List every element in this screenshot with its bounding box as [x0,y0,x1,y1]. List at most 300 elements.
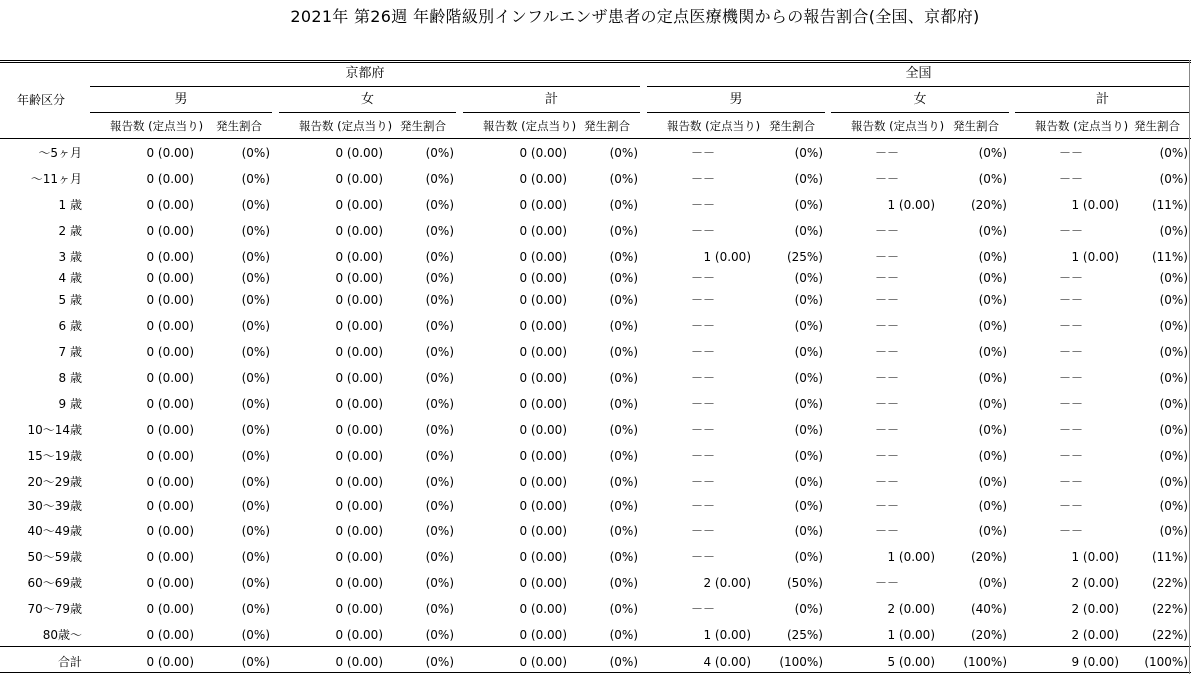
sex-header: 計 [544,92,558,107]
ratio-cell: (0%) [241,524,270,538]
count-cell: 0 (0.00) [146,475,194,489]
count-cell: 0 (0.00) [335,550,383,564]
ratio-cell: (0%) [425,550,454,564]
ratio-cell: (20%) [970,198,1007,212]
region-underline [647,86,1190,87]
count-column-header: 報告数 (定点当り) [110,119,204,133]
count-cell: 0 (0.00) [335,499,383,513]
count-cell: －－ [875,319,900,333]
count-cell: 0 (0.00) [335,475,383,489]
count-cell: 0 (0.00) [146,524,194,538]
ratio-cell: (0%) [978,576,1007,590]
count-cell: 0 (0.00) [146,271,194,285]
age-header: 年齢区分 [17,93,66,107]
count-cell: 0 (0.00) [519,293,567,307]
count-cell: －－ [691,602,716,616]
count-cell: －－ [1059,172,1084,186]
ratio-cell: (0%) [978,371,1007,385]
ratio-cell: (50%) [786,576,823,590]
count-cell: －－ [691,524,716,538]
ratio-cell: (0%) [425,475,454,489]
ratio-cell: (0%) [978,319,1007,333]
ratio-cell: (0%) [425,397,454,411]
ratio-cell: (0%) [794,475,823,489]
count-cell: 0 (0.00) [146,576,194,590]
ratio-cell: (0%) [1159,371,1188,385]
ratio-cell: (0%) [241,172,270,186]
sex-header: 女 [913,92,927,107]
ratio-cell: (0%) [1159,293,1188,307]
count-cell: 0 (0.00) [519,345,567,359]
count-cell: 0 (0.00) [146,319,194,333]
count-cell: －－ [1059,146,1084,160]
count-cell: 4 (0.00) [703,655,751,669]
ratio-cell: (0%) [1159,319,1188,333]
count-cell: －－ [691,271,716,285]
count-cell: －－ [875,524,900,538]
region-header-national: 全国 [905,66,932,81]
sex-underline [647,112,825,113]
ratio-cell: (0%) [1159,271,1188,285]
count-column-header: 報告数 (定点当り) [483,119,577,133]
count-cell: 1 (0.00) [887,628,935,642]
ratio-cell: (0%) [241,198,270,212]
ratio-cell: (0%) [978,224,1007,238]
count-cell: －－ [1059,475,1084,489]
ratio-cell: (0%) [978,499,1007,513]
ratio-cell: (0%) [609,224,638,238]
age-cell: 1 歳 [58,198,82,212]
ratio-column-header: 発生割合 [769,119,815,133]
count-cell: 0 (0.00) [519,475,567,489]
sex-underline [1015,112,1190,113]
age-cell: ～11ヶ月 [30,172,82,186]
page-title: 2021年 第26週 年齢階級別インフルエンザ患者の定点医療機関からの報告割合(全国、京都府) [290,7,980,26]
age-cell: 20～29歳 [27,475,82,489]
count-cell: 0 (0.00) [335,423,383,437]
ratio-cell: (100%) [779,655,823,669]
ratio-cell: (0%) [425,576,454,590]
age-cell: 合計 [57,655,82,669]
count-cell: －－ [875,423,900,437]
ratio-cell: (0%) [794,524,823,538]
count-cell: 0 (0.00) [146,146,194,160]
header-bottom-rule [0,138,1191,139]
count-cell: 0 (0.00) [335,345,383,359]
count-cell: 9 (0.00) [1071,655,1119,669]
region-header-kyoto: 京都府 [345,66,385,81]
ratio-cell: (0%) [794,449,823,463]
ratio-cell: (0%) [241,499,270,513]
ratio-cell: (0%) [978,475,1007,489]
count-cell: －－ [1059,293,1084,307]
count-cell: －－ [691,423,716,437]
ratio-cell: (0%) [241,371,270,385]
count-cell: 0 (0.00) [335,250,383,264]
ratio-cell: (0%) [425,499,454,513]
ratio-cell: (0%) [241,550,270,564]
count-cell: －－ [691,146,716,160]
ratio-cell: (0%) [978,146,1007,160]
count-cell: 0 (0.00) [519,550,567,564]
ratio-cell: (0%) [1159,449,1188,463]
ratio-cell: (0%) [425,602,454,616]
ratio-cell: (0%) [794,172,823,186]
bottom-rule [0,672,1191,673]
count-column-header: 報告数 (定点当り) [1035,119,1129,133]
count-column-header: 報告数 (定点当り) [851,119,945,133]
age-cell: 40～49歳 [27,524,82,538]
sex-header: 計 [1095,92,1109,107]
count-cell: 0 (0.00) [146,628,194,642]
count-cell: －－ [691,475,716,489]
ratio-cell: (0%) [1159,345,1188,359]
count-column-header: 報告数 (定点当り) [667,119,761,133]
count-cell: －－ [1059,319,1084,333]
age-cell: 2 歳 [58,224,82,238]
ratio-cell: (0%) [425,423,454,437]
ratio-cell: (0%) [241,602,270,616]
ratio-cell: (0%) [609,550,638,564]
ratio-cell: (0%) [1159,475,1188,489]
count-cell: －－ [1059,499,1084,513]
table-divider [1189,60,1190,674]
age-cell: 9 歳 [58,397,82,411]
count-cell: －－ [875,293,900,307]
ratio-cell: (0%) [978,397,1007,411]
count-cell: 0 (0.00) [519,423,567,437]
ratio-cell: (0%) [425,146,454,160]
count-cell: 0 (0.00) [335,146,383,160]
count-cell: 0 (0.00) [335,172,383,186]
count-cell: 0 (0.00) [519,172,567,186]
count-cell: 0 (0.00) [519,397,567,411]
count-cell: －－ [1059,423,1084,437]
ratio-cell: (0%) [794,224,823,238]
ratio-cell: (0%) [241,449,270,463]
count-cell: 0 (0.00) [146,655,194,669]
count-cell: 0 (0.00) [335,319,383,333]
age-cell: 60～69歳 [27,576,82,590]
ratio-cell: (0%) [1159,397,1188,411]
count-cell: 0 (0.00) [335,449,383,463]
count-cell: 0 (0.00) [335,224,383,238]
count-cell: －－ [875,449,900,463]
sex-header: 男 [174,92,188,107]
count-cell: －－ [1059,271,1084,285]
count-cell: 0 (0.00) [146,250,194,264]
ratio-cell: (0%) [425,371,454,385]
age-cell: 7 歳 [58,345,82,359]
ratio-cell: (0%) [1159,172,1188,186]
ratio-cell: (40%) [970,602,1007,616]
age-cell: 4 歳 [58,271,82,285]
ratio-cell: (0%) [1159,224,1188,238]
count-cell: 0 (0.00) [146,371,194,385]
ratio-cell: (0%) [978,423,1007,437]
ratio-cell: (0%) [241,293,270,307]
ratio-cell: (0%) [609,423,638,437]
ratio-cell: (0%) [425,345,454,359]
ratio-cell: (20%) [970,550,1007,564]
ratio-cell: (0%) [609,146,638,160]
count-cell: 0 (0.00) [335,397,383,411]
count-cell: 0 (0.00) [519,628,567,642]
count-cell: 0 (0.00) [335,602,383,616]
ratio-cell: (0%) [425,172,454,186]
ratio-cell: (0%) [241,628,270,642]
region-underline [90,86,640,87]
ratio-cell: (0%) [609,524,638,538]
count-cell: －－ [875,271,900,285]
age-cell: 3 歳 [58,250,82,264]
ratio-cell: (0%) [609,293,638,307]
count-cell: －－ [1059,397,1084,411]
count-cell: 1 (0.00) [1071,250,1119,264]
age-cell: 30～39歳 [27,499,82,513]
ratio-cell: (0%) [794,319,823,333]
count-cell: 0 (0.00) [335,628,383,642]
ratio-cell: (0%) [609,319,638,333]
ratio-cell: (0%) [978,250,1007,264]
count-cell: 0 (0.00) [519,146,567,160]
ratio-cell: (100%) [1144,655,1188,669]
ratio-cell: (0%) [241,423,270,437]
count-cell: 1 (0.00) [887,550,935,564]
count-cell: －－ [875,499,900,513]
sex-header: 男 [729,92,743,107]
ratio-cell: (0%) [425,250,454,264]
ratio-cell: (0%) [609,271,638,285]
age-cell: 8 歳 [58,371,82,385]
ratio-cell: (0%) [425,198,454,212]
count-column-header: 報告数 (定点当り) [299,119,393,133]
count-cell: －－ [691,224,716,238]
ratio-cell: (0%) [1159,423,1188,437]
ratio-cell: (0%) [609,345,638,359]
ratio-cell: (0%) [609,397,638,411]
count-cell: －－ [1059,449,1084,463]
count-cell: －－ [875,576,900,590]
ratio-cell: (0%) [794,602,823,616]
ratio-cell: (22%) [1151,602,1188,616]
ratio-cell: (0%) [609,172,638,186]
count-cell: －－ [691,550,716,564]
ratio-cell: (0%) [425,628,454,642]
count-cell: 0 (0.00) [146,198,194,212]
age-cell: 5 歳 [58,293,82,307]
ratio-cell: (0%) [609,198,638,212]
count-cell: －－ [691,371,716,385]
sex-underline [831,112,1009,113]
count-cell: 1 (0.00) [703,250,751,264]
ratio-cell: (0%) [978,172,1007,186]
count-cell: 0 (0.00) [146,293,194,307]
ratio-cell: (0%) [241,224,270,238]
ratio-cell: (0%) [241,576,270,590]
ratio-cell: (0%) [609,628,638,642]
count-cell: －－ [875,172,900,186]
count-cell: 0 (0.00) [335,576,383,590]
count-cell: －－ [1059,224,1084,238]
ratio-cell: (0%) [609,475,638,489]
count-cell: 0 (0.00) [519,319,567,333]
ratio-cell: (0%) [794,198,823,212]
age-cell: 50～59歳 [27,550,82,564]
count-cell: 0 (0.00) [335,198,383,212]
count-cell: 0 (0.00) [335,293,383,307]
ratio-cell: (0%) [794,345,823,359]
ratio-cell: (0%) [609,449,638,463]
ratio-cell: (0%) [794,397,823,411]
count-cell: 0 (0.00) [146,449,194,463]
ratio-cell: (22%) [1151,628,1188,642]
age-cell: 10～14歳 [27,423,82,437]
count-cell: 0 (0.00) [146,602,194,616]
ratio-cell: (0%) [609,602,638,616]
ratio-cell: (0%) [609,371,638,385]
ratio-cell: (0%) [241,319,270,333]
ratio-cell: (0%) [241,345,270,359]
ratio-cell: (0%) [609,499,638,513]
ratio-cell: (0%) [794,271,823,285]
top-rule [0,60,1191,61]
count-cell: 0 (0.00) [146,550,194,564]
count-cell: －－ [875,146,900,160]
count-cell: －－ [1059,371,1084,385]
count-cell: －－ [691,198,716,212]
sex-underline [279,112,456,113]
ratio-cell: (22%) [1151,576,1188,590]
ratio-cell: (25%) [786,628,823,642]
count-cell: －－ [875,475,900,489]
ratio-cell: (0%) [978,293,1007,307]
count-cell: －－ [1059,345,1084,359]
age-cell: 6 歳 [58,319,82,333]
count-cell: －－ [691,397,716,411]
ratio-cell: (0%) [241,250,270,264]
ratio-cell: (0%) [425,524,454,538]
ratio-cell: (25%) [786,250,823,264]
age-cell: 70～79歳 [27,602,82,616]
ratio-cell: (0%) [978,449,1007,463]
count-cell: 0 (0.00) [146,397,194,411]
count-cell: －－ [875,371,900,385]
ratio-cell: (0%) [241,397,270,411]
total-top-rule [0,646,1191,647]
ratio-cell: (0%) [1159,499,1188,513]
count-cell: 0 (0.00) [519,602,567,616]
ratio-cell: (0%) [425,449,454,463]
count-cell: 1 (0.00) [887,198,935,212]
ratio-cell: (11%) [1151,550,1188,564]
count-cell: －－ [691,172,716,186]
count-cell: 0 (0.00) [519,198,567,212]
count-cell: 0 (0.00) [146,345,194,359]
count-cell: 0 (0.00) [335,271,383,285]
count-cell: 0 (0.00) [335,524,383,538]
count-cell: －－ [691,449,716,463]
count-cell: 0 (0.00) [519,524,567,538]
count-cell: －－ [875,224,900,238]
top-rule-double [0,62,1191,63]
count-cell: 0 (0.00) [146,172,194,186]
ratio-cell: (0%) [241,146,270,160]
ratio-cell: (0%) [425,271,454,285]
ratio-cell: (0%) [609,576,638,590]
count-cell: 5 (0.00) [887,655,935,669]
count-cell: －－ [691,345,716,359]
count-cell: －－ [691,319,716,333]
count-cell: 2 (0.00) [1071,628,1119,642]
count-cell: 0 (0.00) [519,499,567,513]
sex-underline [90,112,272,113]
ratio-cell: (0%) [794,146,823,160]
count-cell: 0 (0.00) [519,655,567,669]
count-cell: 2 (0.00) [1071,576,1119,590]
ratio-cell: (100%) [963,655,1007,669]
sex-header: 女 [360,92,374,107]
ratio-column-header: 発生割合 [400,119,446,133]
ratio-cell: (0%) [241,655,270,669]
count-cell: 0 (0.00) [519,576,567,590]
count-cell: 0 (0.00) [146,423,194,437]
count-cell: 1 (0.00) [703,628,751,642]
count-cell: 0 (0.00) [519,224,567,238]
ratio-cell: (0%) [425,293,454,307]
ratio-cell: (11%) [1151,250,1188,264]
ratio-column-header: 発生割合 [216,119,262,133]
ratio-cell: (0%) [978,524,1007,538]
count-cell: －－ [691,293,716,307]
ratio-cell: (0%) [1159,146,1188,160]
count-cell: －－ [875,397,900,411]
age-cell: ～5ヶ月 [38,146,82,160]
ratio-cell: (0%) [425,655,454,669]
ratio-cell: (0%) [978,345,1007,359]
ratio-cell: (11%) [1151,198,1188,212]
ratio-cell: (0%) [794,371,823,385]
ratio-cell: (0%) [794,293,823,307]
count-cell: 1 (0.00) [1071,550,1119,564]
ratio-cell: (0%) [425,319,454,333]
ratio-cell: (0%) [794,423,823,437]
ratio-cell: (0%) [609,655,638,669]
ratio-column-header: 発生割合 [953,119,999,133]
ratio-cell: (20%) [970,628,1007,642]
age-cell: 15～19歳 [27,449,82,463]
ratio-cell: (0%) [1159,524,1188,538]
count-cell: 1 (0.00) [1071,198,1119,212]
ratio-cell: (0%) [609,250,638,264]
count-cell: －－ [875,250,900,264]
count-cell: 0 (0.00) [335,655,383,669]
count-cell: 0 (0.00) [519,449,567,463]
ratio-cell: (0%) [794,550,823,564]
count-cell: 0 (0.00) [146,224,194,238]
count-cell: －－ [691,499,716,513]
age-cell: 80歳～ [42,628,82,642]
ratio-cell: (0%) [794,499,823,513]
sex-underline [463,112,640,113]
count-cell: 0 (0.00) [146,499,194,513]
count-cell: －－ [1059,524,1084,538]
count-cell: 0 (0.00) [519,271,567,285]
count-cell: 0 (0.00) [519,250,567,264]
ratio-column-header: 発生割合 [1134,119,1180,133]
ratio-column-header: 発生割合 [584,119,630,133]
count-cell: 0 (0.00) [335,371,383,385]
